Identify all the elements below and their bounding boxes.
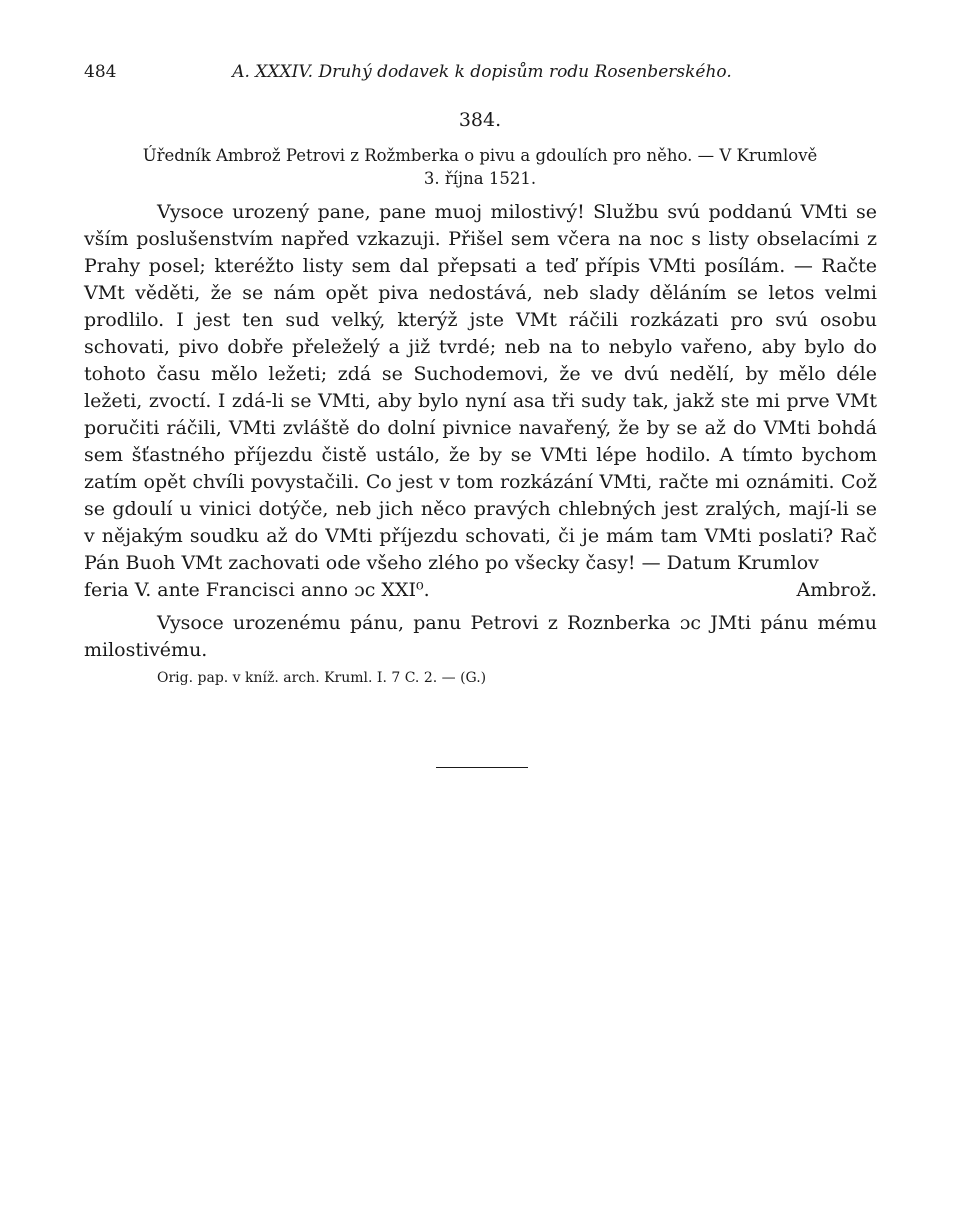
- regest-line-1: Úředník Ambrož Petrovi z Rožmberka o pivu a gdoulích pro něho. — V Krumlově: [142, 146, 818, 165]
- regest: [100, 144, 860, 190]
- regest-line-2: 3. října 1521.: [423, 169, 537, 188]
- date-signature-line: [84, 577, 877, 604]
- date-tail: feria V. ante Francisci anno ɔc XXI⁰.: [84, 579, 430, 601]
- letter-paragraph: Vysoce urozený pane, pane muoj milostivý! Službu svú poddanú VMti se vším poslušenstvím napřed vzkazuji. Přišel sem včera na noc s listy obselacími z Prahy posel; kteréžto listy sem dal přepsati a teď přípis VMti posílám. — Račte VMt věděti, že se nám opět piva nedostává, neb slady děláním se letos velmi prodlilo. I jest ten sud velký, kterýž jste VMt ráčili rozkázati pro svú osobu schovati, pivo dobře přeleželý a již tvrdé; neb na to nebylo vařeno, aby bylo do tohoto času mělo ležeti; zdá se Suchodemovi, že ve dvú nedělí, by mělo déle ležeti, zvoctí. I zdá-li se VMti, aby bylo nyní asa tři sudy tak, jakž ste mi prve VMt poručiti ráčili, VMti zvláště do dolní pivnice navařený, že by se až do VMti bohdá sem šťastného příjezdu čistě ustálo, že by se VMti lépe hodilo. A tímto bychom zatím opět chvíli povystačili. Co jest v tom rozkázání VMti, račte mi oznámiti. Což se gdoulí u vinici dotýče, neb jich něco pravých chlebných jest zralých, mají-li se v nějakým soudku až do VMti příjezdu schovati, či je mám tam VMti poslati? Rač Pán Buoh VMt zachovati ode všeho zlého po všecky časy! — Datum Krumlov: [84, 201, 877, 574]
- running-head: [84, 62, 880, 86]
- page-number: 484: [84, 62, 117, 82]
- letter-body: [84, 199, 877, 688]
- signature: Ambrož.: [796, 579, 877, 601]
- source-note: Orig. pap. v kníž. arch. Kruml. I. 7 C. 2. — (G.): [157, 670, 487, 686]
- running-title: A. XXXIV. Druhý dodavek k dopisům rodu Rosenberského.: [232, 62, 732, 82]
- document-number: 384.: [458, 109, 502, 131]
- letter-address: Vysoce urozenému pánu, panu Petrovi z Roznberka ɔc JMti pánu mému milostivému.: [84, 612, 877, 661]
- end-rule: [436, 767, 528, 768]
